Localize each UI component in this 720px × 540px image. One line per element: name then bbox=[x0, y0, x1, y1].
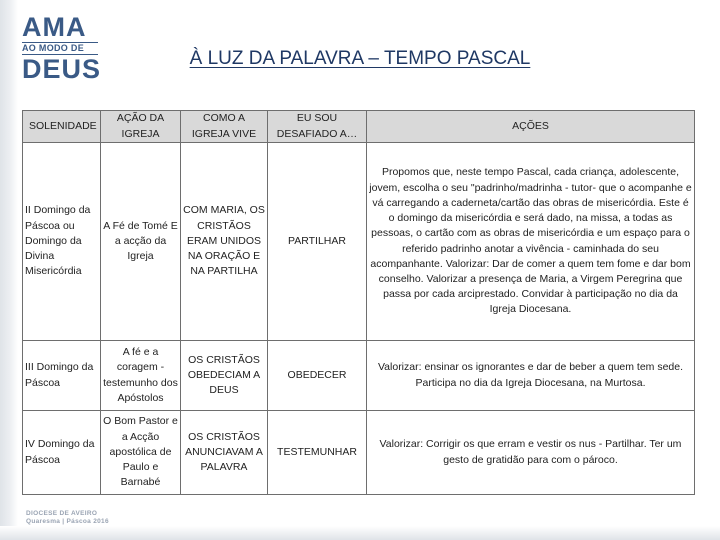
header-solenidade: SOLENIDADE bbox=[23, 111, 101, 143]
logo-line-2: AO MODO DE bbox=[22, 42, 98, 55]
decorative-bottom-strip bbox=[0, 526, 720, 540]
cell-acao-da-igreja: A Fé de Tomé E a acção da Igreja bbox=[101, 143, 181, 341]
cell-desafio: OBEDECER bbox=[268, 341, 367, 411]
table-row bbox=[23, 411, 695, 495]
page-title: À LUZ DA PALAVRA – TEMPO PASCAL bbox=[189, 48, 531, 69]
header-eu-sou-desafiado: EU SOU DESAFIADO A… bbox=[268, 111, 367, 143]
cell-acoes: Propomos que, neste tempo Pascal, cada criança, adolescente, jovem, escolha o seu "padrinho/madrinha - tutor- que o acompanhe e vá carregando a caderneta/cartão das obras de misericórdia. Este é o domingo da misericórdia e será dado, na missa, a todas as pessoas, o cartão com as obras de misericórdia e um espaço para o referido padrinho anotar a vivência - caminhada do seu acompanhante. Valorizar: Dar de comer a quem tem fome e dar bom conselho. Valorizar a presença de Maria, a Virgem Peregrina que passa por cada arciprestado. Convidar à participação no dia da Igreja Diocesana. bbox=[367, 143, 695, 341]
cell-acoes: Valorizar: ensinar os ignorantes e dar de beber a quem tem sede. Participa no dia da Igreja Diocesana, na Murtosa. bbox=[367, 341, 695, 411]
table-row bbox=[23, 143, 695, 341]
logo-line-1: AMA bbox=[22, 12, 87, 42]
cell-solenidade: II Domingo da Páscoa ou Domingo da Divina Misericórdia bbox=[23, 143, 101, 341]
cell-como-a-igreja-vive: OS CRISTÃOS OBEDECIAM A DEUS bbox=[181, 341, 268, 411]
cell-como-a-igreja-vive: COM MARIA, OS CRISTÃOS ERAM UNIDOS NA ORAÇÃO E NA PARTILHA bbox=[181, 143, 268, 341]
diocese-footer-logo bbox=[26, 510, 109, 527]
cell-como-a-igreja-vive: OS CRISTÃOS ANUNCIAVAM A PALAVRA bbox=[181, 411, 268, 495]
cell-acoes: Valorizar: Corrigir os que erram e vestir os nus - Partilhar. Ter um gesto de gratidão para com o pároco. bbox=[367, 411, 695, 495]
footer-line-1: DIOCESE DE AVEIRO bbox=[26, 510, 98, 517]
table-header-row bbox=[23, 111, 695, 143]
logo-line-3: DEUS bbox=[22, 54, 102, 84]
cell-desafio: TESTEMUNHAR bbox=[268, 411, 367, 495]
cell-acao-da-igreja: A fé e a coragem - testemunho dos Apóstolos bbox=[101, 341, 181, 411]
footer-line-2: Quaresma | Páscoa 2016 bbox=[26, 518, 109, 526]
cell-solenidade: III Domingo da Páscoa bbox=[23, 341, 101, 411]
header-acoes: AÇÕES bbox=[367, 111, 695, 143]
table-row bbox=[23, 341, 695, 411]
cell-solenidade: IV Domingo da Páscoa bbox=[23, 411, 101, 495]
tempo-pascal-table bbox=[22, 110, 695, 495]
header-acao-da-igreja: AÇÃO DA IGREJA bbox=[101, 111, 181, 143]
decorative-left-strip bbox=[0, 0, 18, 540]
header-como-a-igreja-vive: COMO A IGREJA VIVE bbox=[181, 111, 268, 143]
cell-desafio: PARTILHAR bbox=[268, 143, 367, 341]
cell-acao-da-igreja: O Bom Pastor e a Acção apostólica de Paulo e Barnabé bbox=[101, 411, 181, 495]
